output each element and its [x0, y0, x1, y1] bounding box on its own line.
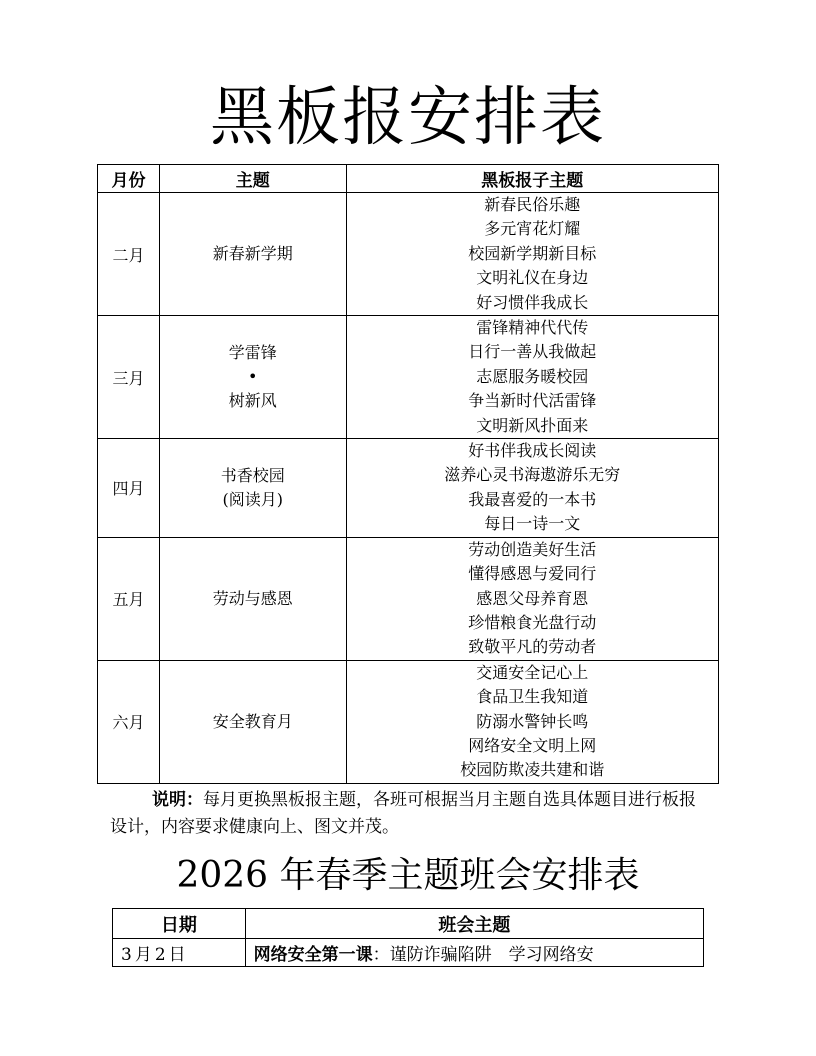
subtopic-item: 日行一善从我做起	[468, 342, 597, 362]
subtopic-item: 劳动创造美好生活	[468, 539, 597, 559]
meeting-date: 3月2日	[113, 939, 246, 967]
header-date: 日期	[113, 909, 246, 939]
note-paragraph	[110, 787, 710, 841]
theme-cell	[159, 316, 346, 439]
blackboard-schedule-table	[97, 164, 719, 784]
subtopic-item: 食品卫生我知道	[476, 687, 589, 707]
table-row	[98, 439, 719, 538]
subtopic-item: 校园防欺凌共建和谐	[460, 760, 605, 780]
header-meeting-topic: 班会主题	[245, 909, 703, 939]
theme-cell	[159, 439, 346, 538]
header-month: 月份	[98, 165, 160, 193]
theme-line: 安全教育月	[212, 711, 293, 731]
subtopic-item: 争当新时代活雷锋	[468, 391, 597, 411]
subtopic-item: 懂得感恩与爱同行	[468, 564, 597, 584]
page-title: 黑板报安排表	[210, 81, 606, 155]
subtopic-item: 致敬平凡的劳动者	[468, 637, 597, 657]
subtopic-item: 防溺水警钟长鸣	[476, 711, 589, 731]
subtopic-item: 滋养心灵书海遨游乐无穷	[444, 465, 621, 485]
table-row	[98, 537, 719, 660]
month-cell: 三月	[98, 316, 160, 439]
theme-line: 学雷锋	[228, 343, 277, 363]
subtopic-item: 文明新风扑面来	[476, 415, 589, 435]
month-cell: 二月	[98, 193, 160, 316]
subtopic-item: 交通安全记心上	[476, 662, 589, 682]
month-cell: 四月	[98, 439, 160, 538]
subtopics-cell	[346, 537, 718, 660]
subtopic-item: 网络安全文明上网	[468, 735, 597, 755]
subtopic-item: 感恩父母养育恩	[476, 588, 589, 608]
subtopics-cell	[346, 439, 718, 538]
subtopic-item: 校园新学期新目标	[468, 243, 597, 263]
subtopic-item: 每日一诗一文	[484, 514, 581, 534]
table-header-row	[113, 909, 704, 939]
theme-cell	[159, 660, 346, 783]
subtopic-item: 多元宵花灯耀	[484, 219, 581, 239]
meeting-topic-bold: 网络安全第一课	[253, 945, 373, 965]
theme-line: 书香校园	[220, 465, 285, 485]
meeting-topic-rest: ：谨防诈骗陷阱 学习网络安	[372, 945, 594, 965]
class-meeting-table	[112, 908, 704, 967]
theme-line: (阅读月)	[222, 489, 283, 509]
table-row	[98, 660, 719, 783]
meeting-topic	[245, 939, 703, 967]
header-theme: 主题	[159, 165, 346, 193]
subtopic-item: 新春民俗乐趣	[484, 195, 581, 214]
month-cell: 五月	[98, 537, 160, 660]
table-header-row	[98, 165, 719, 193]
subtopic-item: 珍惜粮食光盘行动	[468, 612, 597, 632]
theme-line: 树新风	[228, 391, 277, 411]
subtopic-item: 志愿服务暖校园	[476, 366, 589, 386]
subtopics-cell	[346, 316, 718, 439]
note-text: 每月更换黑板报主题，各班可根据当月主题自选具体题目进行板报设计，内容要求健康向上、图文并茂。	[110, 790, 696, 837]
table-row	[98, 193, 719, 316]
subtopics-cell	[346, 193, 718, 316]
class-meeting-title: 2026 年春季主题班会安排表	[176, 855, 640, 896]
note-label: 说明：	[152, 790, 203, 810]
subtopic-item: 我最喜爱的一本书	[468, 489, 597, 509]
month-cell: 六月	[98, 660, 160, 783]
subtopic-item: 好习惯伴我成长	[476, 292, 589, 312]
table-row	[113, 939, 704, 967]
theme-line: 新春新学期	[212, 244, 293, 264]
theme-cell	[159, 537, 346, 660]
subtopic-item: 雷锋精神代代传	[476, 318, 589, 338]
table-row	[98, 316, 719, 439]
subtopics-cell	[346, 660, 718, 783]
subtopic-item: 好书伴我成长阅读	[468, 441, 597, 461]
header-subtopics: 黑板报子主题	[346, 165, 718, 193]
theme-cell	[159, 193, 346, 316]
theme-line: •	[248, 367, 258, 387]
theme-line: 劳动与感恩	[212, 588, 293, 608]
subtopic-item: 文明礼仪在身边	[476, 268, 589, 288]
